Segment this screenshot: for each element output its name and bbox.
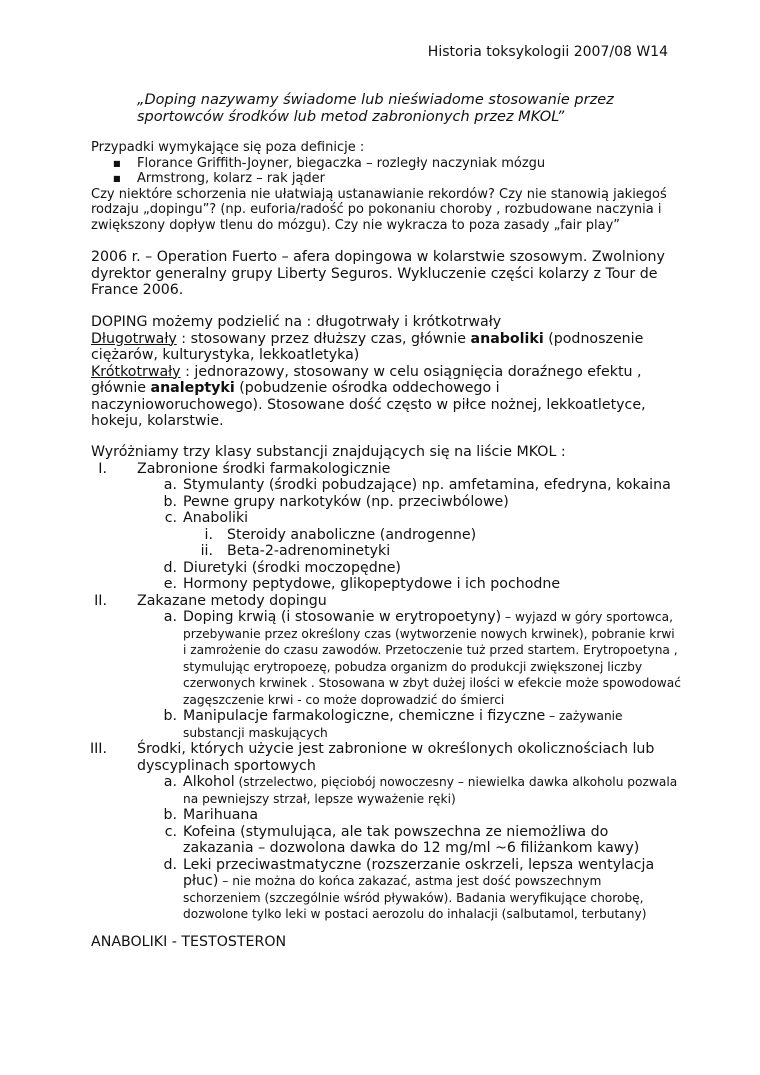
list-letter: c.: [164, 823, 177, 840]
list-main-text: Leki przeciwastmatyczne (rozszerzanie oskrzeli, lepsza wentylacja płuc): [183, 856, 655, 889]
bullet-text: Florance Griffith-Joyner, biegaczka – rozległy naczyniak mózgu: [137, 155, 546, 171]
list-text: Pewne grupy narkotyków (np. przeciwbólowe): [183, 493, 509, 510]
list-item: [91, 774, 681, 807]
list-letter: a.: [163, 477, 177, 493]
long-term-bold: anaboliki: [470, 330, 544, 347]
list-letter: a.: [163, 609, 177, 625]
list-text: [183, 824, 681, 857]
list-letter: b.: [163, 708, 177, 724]
list-item: [91, 576, 681, 593]
list-letter: a.: [163, 774, 177, 790]
cases-section: [91, 140, 691, 233]
long-term-doping: [91, 331, 671, 364]
list-item: [91, 477, 681, 494]
cases-question: Czy niektóre schorzenia nie ułatwiają ustanawianie rekordów? Czy nie stanowią jakiegoś rodzaju „dopingu”? (np. euforia/radość po pokonaniu choroby , rozbudowane naczynia i zwiększony dopływ tlenu do mózgu). Czy nie wykracza to poza zasady „fair play”: [91, 186, 667, 233]
list-item: [91, 171, 691, 187]
list-main-text: Doping krwią (i stosowanie w erytropoetyny): [183, 609, 502, 625]
list-number: II.: [94, 592, 107, 609]
long-term-text-end: (podnoszenie ciężarów, kulturystyka, lekkoatletyka): [91, 330, 644, 363]
short-term-doping: [91, 364, 671, 430]
list-item: [91, 708, 681, 741]
classes-intro: Wyróżniamy trzy klasy substancji znajdujących się na liście MKOL :: [91, 444, 566, 460]
list-item: [91, 560, 681, 577]
list-text: Diuretyki (środki moczopędne): [183, 559, 401, 576]
bullet-square-icon: ■: [113, 158, 121, 168]
list-item: [91, 543, 681, 560]
list-roman: ii.: [200, 543, 213, 559]
list-item: [91, 494, 681, 511]
list-text: [183, 708, 681, 741]
list-text: Beta-2-adrenominetyki: [227, 543, 391, 559]
list-text: Stymulanty (środki pobudzające) np. amfetamina, efedryna, kokaina: [183, 477, 671, 493]
class-I: [91, 461, 681, 478]
doping-types-section: [91, 314, 671, 430]
long-term-label: Długotrwały: [91, 330, 177, 347]
page-header: Historia toksykologii 2007/08 W14: [427, 44, 668, 60]
bullet-text: Armstrong, kolarz – rak jąder: [137, 171, 325, 186]
list-text: [183, 774, 681, 807]
substance-classes-section: [91, 444, 681, 923]
doping-definition-quote: „Doping nazywamy świadome lub nieświadome stosowanie przez sportowców środków lub metod zabronionych przez MKOL”: [137, 92, 614, 125]
short-term-text-end: (pobudzenie ośrodka oddechowego i naczynioworuchowego). Stosowane dość często w piłce nożnej, lekkoatletyce, hokeju, kolarstwie.: [91, 380, 646, 429]
list-text: [183, 807, 681, 824]
list-small-text: (strzelectwo, pięciobój nowoczesny – niewielka dawka alkoholu pozwala na pewniejszy strzał, lepsze wyważenie ręki): [183, 775, 678, 806]
list-text: [183, 609, 681, 708]
list-item: [91, 807, 681, 824]
list-item: [91, 857, 681, 923]
list-text: Anaboliki: [183, 510, 249, 526]
list-main-text: Marihuana: [183, 807, 259, 823]
list-small-text: – nie można do końca zakazać, astma jest dość powszechnym schorzeniem (szczególnie wśród pływaków). Badania weryfikujące chorobę, dozwolone tylko leki w postaci aerozolu do inhalacji (salbutamol, terbutany): [183, 874, 647, 921]
class-title: Zabronione środki farmakologicznie: [137, 460, 391, 477]
list-text: [183, 857, 681, 923]
short-term-bold: analeptyki: [150, 380, 235, 396]
list-item: [91, 824, 681, 857]
list-letter: b.: [163, 493, 177, 510]
list-item: [91, 510, 681, 527]
list-main-text: Alkohol: [183, 774, 235, 790]
list-number: I.: [98, 460, 107, 477]
doping-types-intro: DOPING możemy podzielić na : długotrwały i krótkotrwały: [91, 314, 502, 330]
short-term-label: Krótkotrwały: [91, 363, 181, 380]
short-term-text: : jednorazowy, stosowany w celu osiągnięcia doraźnego efektu , głównie: [91, 363, 642, 396]
bullet-square-icon: ■: [113, 174, 121, 183]
list-text: Steroidy anaboliczne (androgenne): [227, 526, 477, 543]
class-title: Środki, których użycie jest zabronione w określonych okolicznościach lub dyscyplinach sportowych: [137, 741, 655, 774]
class-II: [91, 593, 681, 610]
list-letter: b.: [163, 807, 177, 823]
list-number: III.: [89, 741, 107, 757]
list-text: Hormony peptydowe, glikopeptydowe i ich pochodne: [183, 576, 561, 592]
class-title: Zakazane metody dopingu: [137, 592, 327, 609]
anaboliki-heading: ANABOLIKI - TESTOSTERON: [91, 934, 287, 950]
list-main-text: Manipulacje farmakologiczne, chemiczne i fizyczne: [183, 708, 546, 724]
list-small-text: – zażywanie substancji maskujących: [183, 709, 623, 740]
list-letter: e.: [163, 576, 177, 592]
list-roman: i.: [204, 526, 213, 543]
list-letter: d.: [163, 856, 177, 873]
list-main-text: Kofeina (stymulująca, ale tak powszechna ze niemożliwa do zakazania – dozwolona dawka do 12 mg/ml ~6 filiżankom kawy): [183, 823, 640, 856]
list-letter: d.: [163, 559, 177, 576]
cases-intro: Przypadki wymykające się poza definicje :: [91, 140, 365, 155]
list-letter: c.: [164, 510, 177, 526]
operation-fuerto-paragraph: 2006 r. – Operation Fuerto – afera dopingowa w kolarstwie szosowym. Zwolniony dyrektor generalny grupy Liberty Seguros. Wykluczenie części kolarzy z Tour de France 2006.: [91, 249, 665, 298]
long-term-text: : stosowany przez dłuższy czas, głównie: [176, 330, 471, 347]
list-item: [91, 156, 691, 172]
list-item: [91, 527, 681, 544]
list-item: [91, 609, 681, 708]
class-III: [91, 741, 681, 774]
list-small-text: – wyjazd w góry sportowca, przebywanie przez określony czas (wytworzenie nowych krwinek), pobranie krwi i zamrożenie do czasu zawodów. Przetoczenie tuż przed startem. Erytropoetyna , stymulując erytropoezę, pobudza organizm do produkcji zwiększonej liczby czerwonych krwinek . Stosowana w zbyt dużej ilości w efekcie może spowodować zagęszczenie krwi - co może doprowadzić do śmierci: [183, 610, 681, 707]
